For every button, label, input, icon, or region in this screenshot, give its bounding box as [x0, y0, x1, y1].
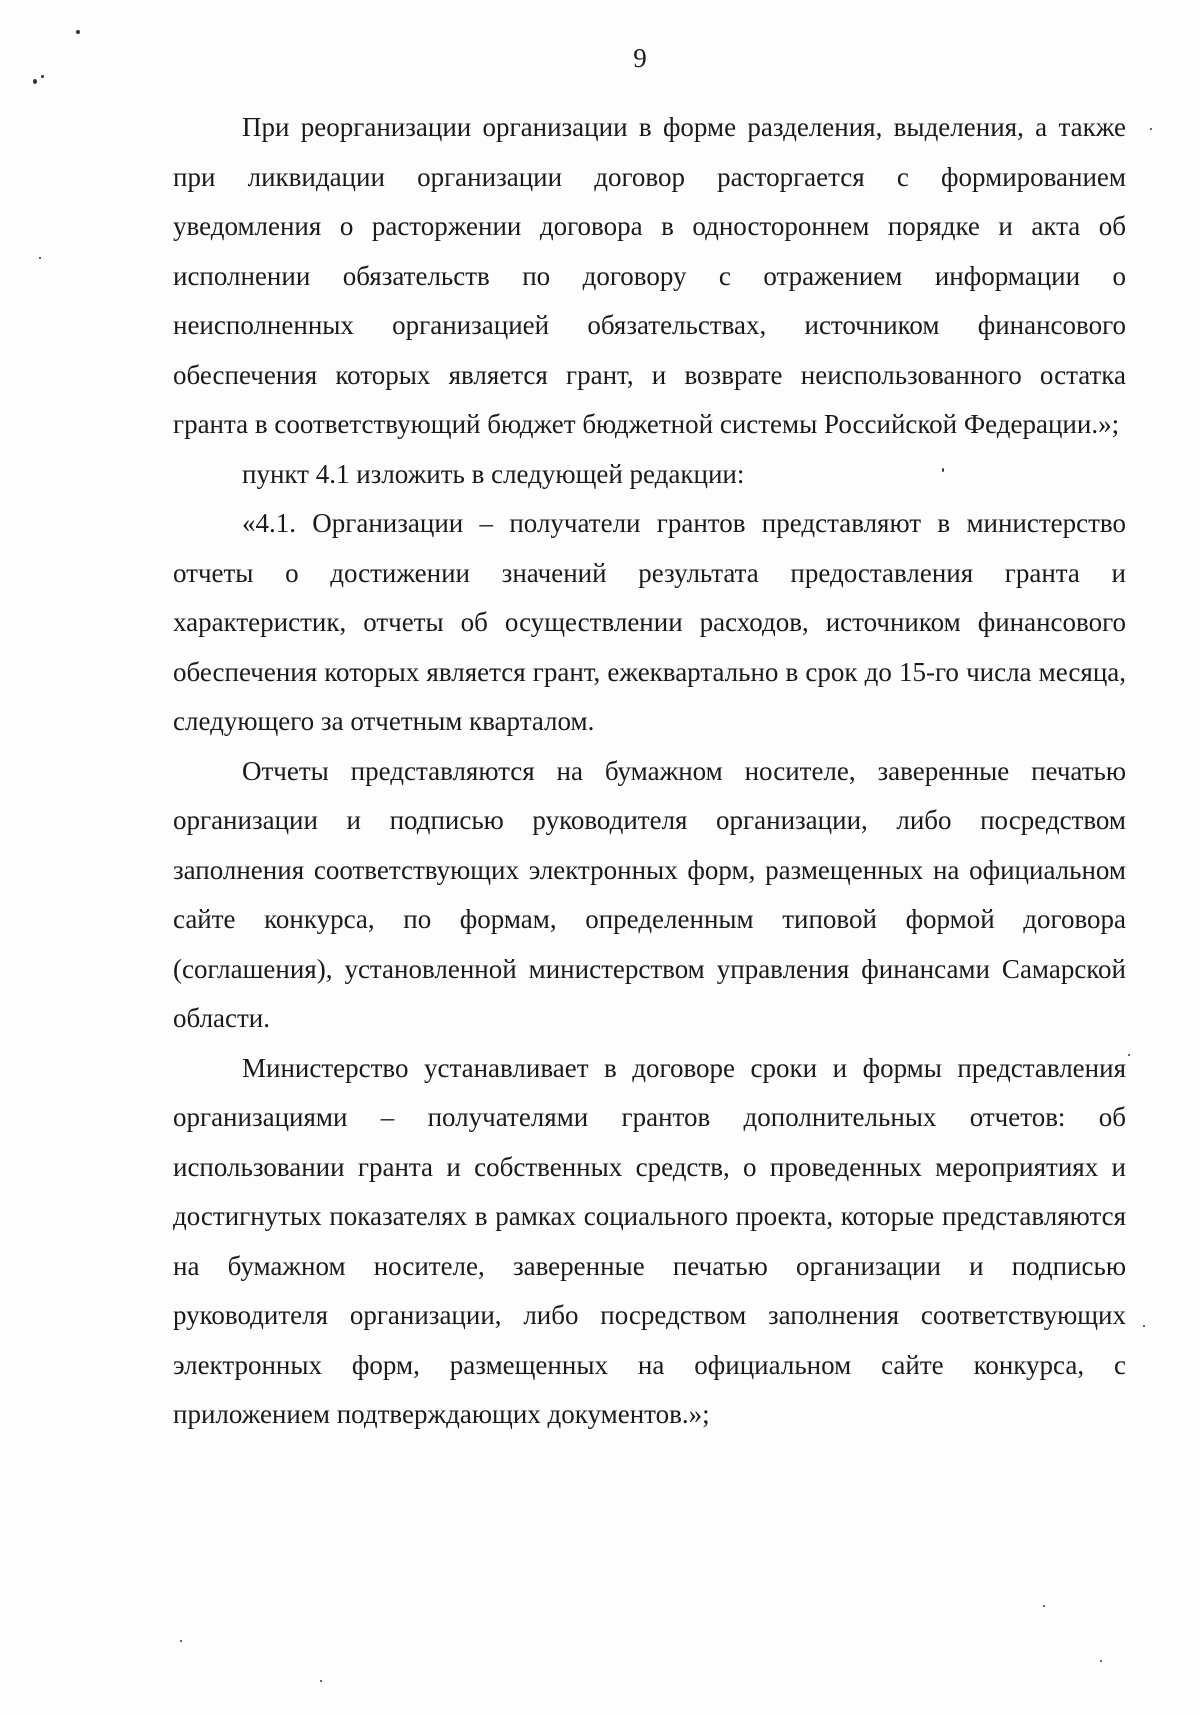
scan-speck: [180, 1640, 182, 1642]
page-number: 9: [633, 43, 647, 73]
scan-speck: [33, 79, 37, 84]
scan-speck: [41, 75, 44, 78]
scan-speck: [1100, 1660, 1102, 1662]
scan-speck: [1043, 1605, 1045, 1607]
scan-speck: [1150, 128, 1152, 130]
paragraph-report-submission: Отчеты представляются на бумажном носителе, заверенные печатью организации и подписью руководителя организации, либо посредством заполнения соответствующих электронных форм, размещенных на официальном сайте конкурса, по формам, определенным типовой формой договора (соглашения), установленной министерством управления финансами Самарской области.: [173, 755, 1126, 1033]
paragraph-reorganization: При реорганизации организации в форме разделения, выделения, а также при ликвидации организации договор расторгается с формированием уведомления о расторжении договора в одностороннем порядке и акта об исполнении обязательств по договору с отражением информации о неисполненных организацией обязательствах, источником финансового обеспечения которых является грант, и возврате неиспользованного остатка гранта в соответствующий бюджет бюджетной системы Российской Федерации.»;: [173, 112, 1126, 439]
scan-speck: [942, 468, 944, 472]
scan-speck: [39, 257, 41, 259]
document-body: [173, 103, 1126, 1440]
scan-speck: [1128, 1054, 1130, 1056]
paragraph-clause-4-1: «4.1. Организации – получатели грантов представляют в министерство отчеты о достижении значений результата предоставления гранта и характеристик, отчеты об осуществлении расходов, источником финансового обеспечения которых является грант, ежеквартально в срок до 15-го числа месяца, следующего за отчетным кварталом.: [173, 508, 1126, 736]
paragraph-additional-reports: Министерство устанавливает в договоре сроки и формы представления организациями – получателями грантов дополнительных отчетов: об использовании гранта и собственных средств, о проведенных мероприятиях и достигнутых показателях в рамках социального проекта, которые представляются на бумажном носителе, заверенные печатью организации и подписью руководителя организации, либо посредством заполнения соответствующих электронных форм, размещенных на официальном сайте конкурса, с приложением подтверждающих документов.»;: [173, 1052, 1126, 1429]
scan-speck: [1143, 1325, 1145, 1327]
scan-speck: [76, 30, 80, 34]
scan-speck: [320, 1680, 322, 1682]
paragraph-amendment-intro: пункт 4.1 изложить в следующей редакции:: [242, 458, 745, 489]
